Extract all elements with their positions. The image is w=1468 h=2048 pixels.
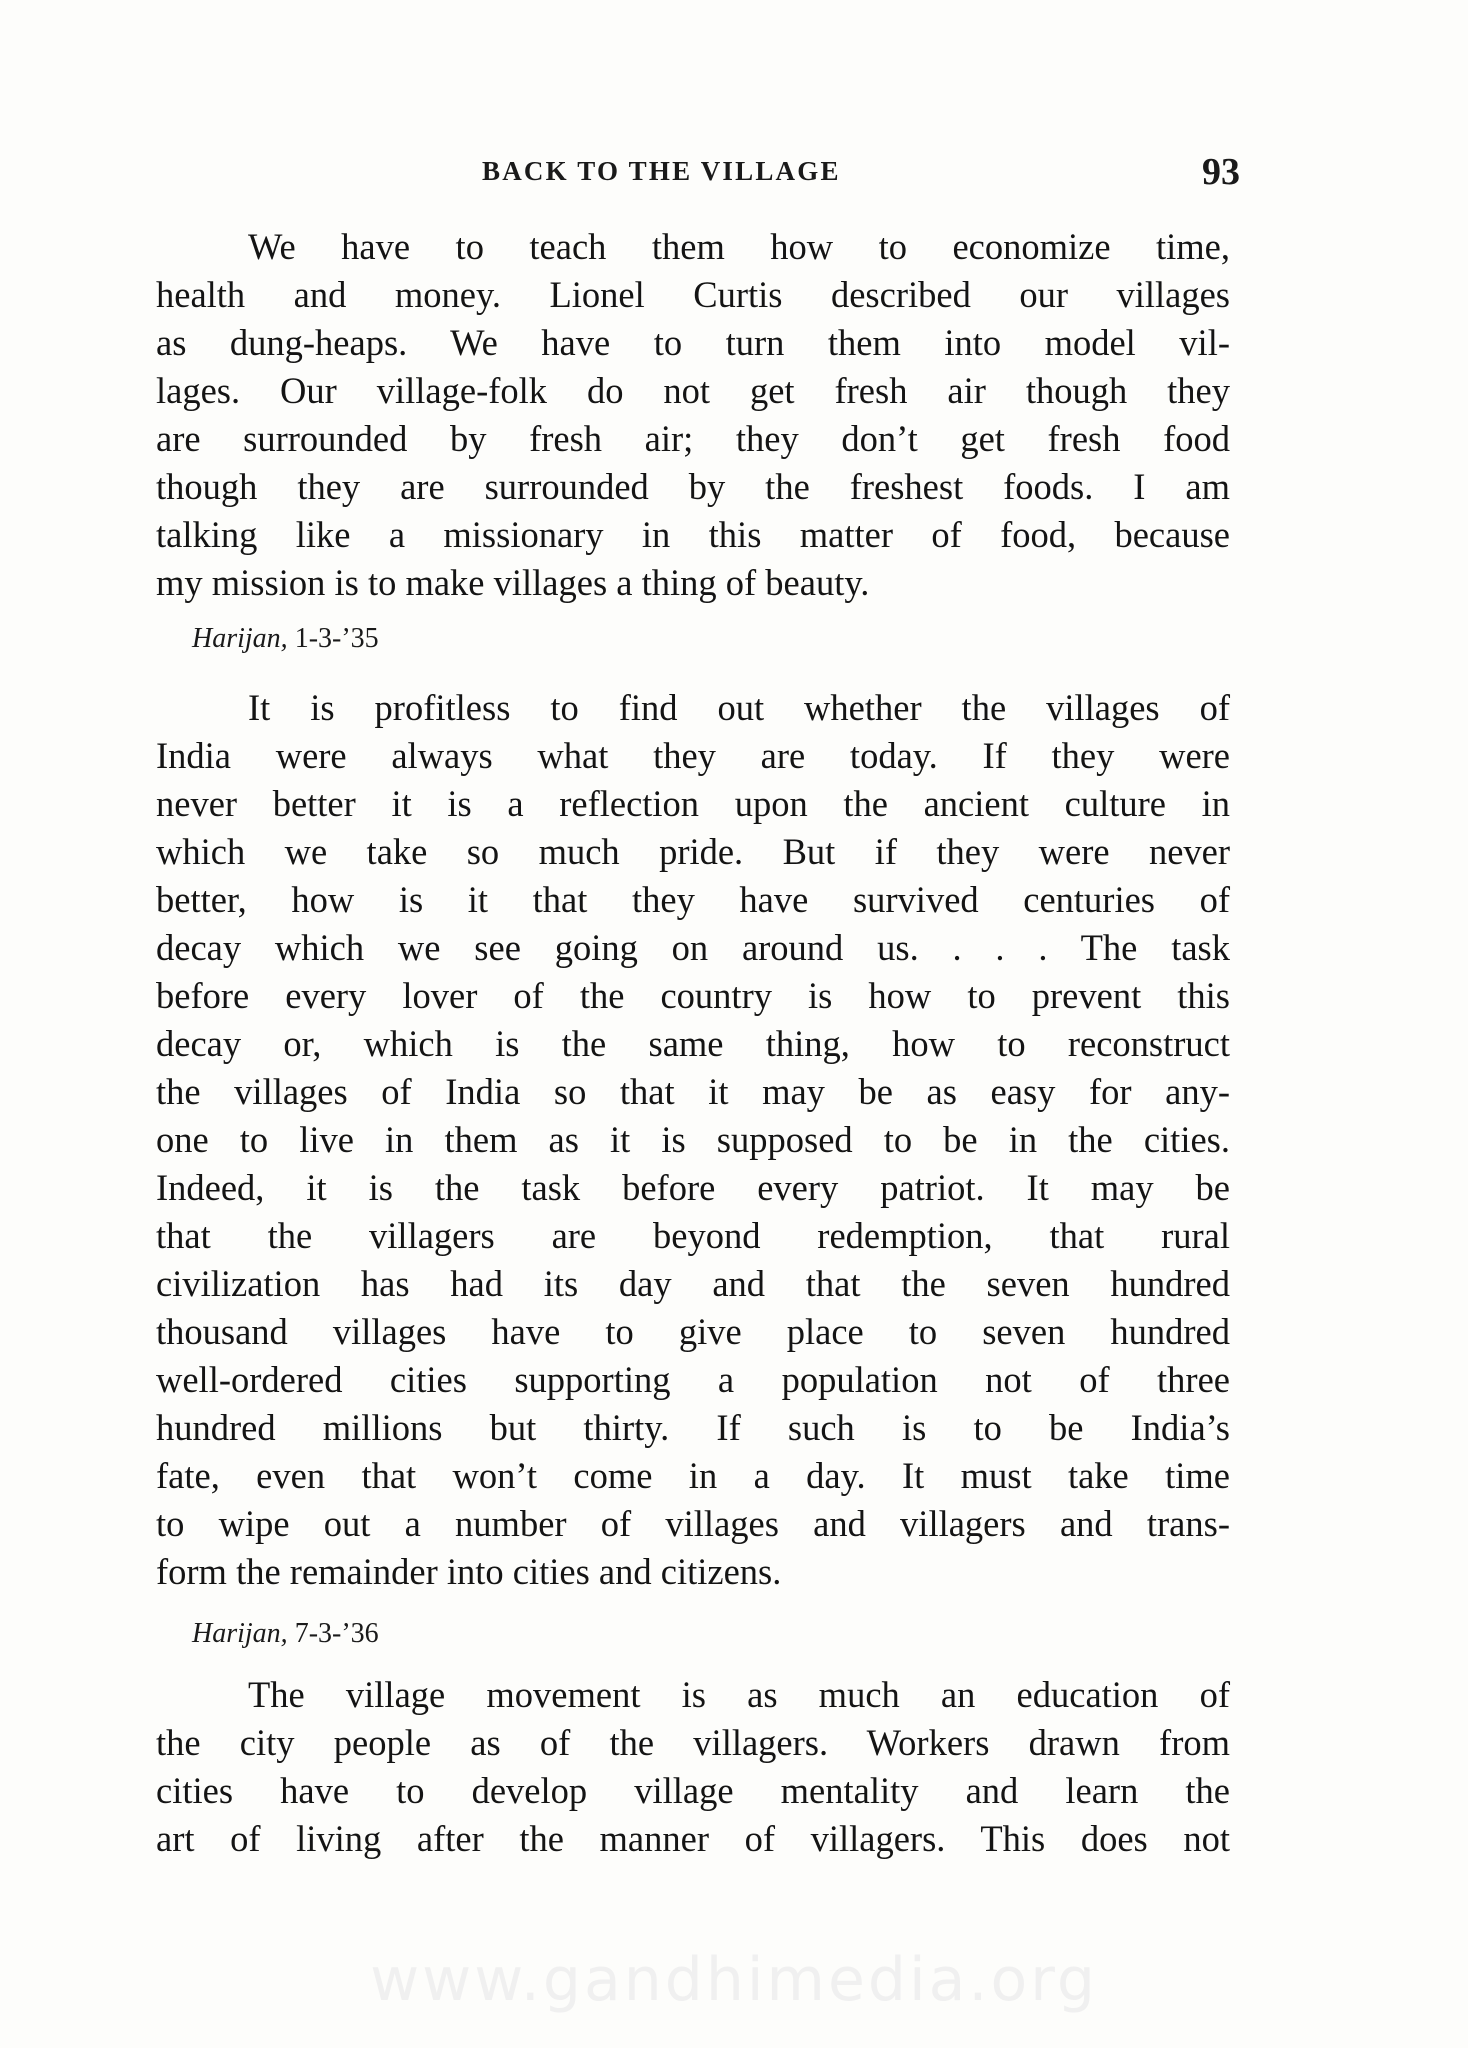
paragraph-line: lages. Our village-folk do not get fresh air though they — [156, 370, 1230, 411]
page-number: 93 — [1202, 151, 1240, 193]
paragraph-line: The village movement is as much an education of — [248, 1674, 1230, 1715]
citation — [192, 1618, 379, 1650]
paragraph-line: fate, even that won’t come in a day. It must take time — [156, 1455, 1230, 1496]
paragraph-line: the villages of India so that it may be as easy for any- — [156, 1071, 1230, 1112]
paragraph-line: to wipe out a number of villages and villagers and trans- — [156, 1503, 1230, 1544]
paragraph-line: talking like a missionary in this matter of food, because — [156, 514, 1230, 555]
paragraph-line: decay or, which is the same thing, how to reconstruct — [156, 1023, 1230, 1064]
paragraph-line: my mission is to make villages a thing of beauty. — [156, 562, 870, 603]
paragraph-line: cities have to develop village mentality and learn the — [156, 1770, 1230, 1811]
paragraph-line: civilization has had its day and that the seven hundred — [156, 1263, 1230, 1304]
paragraph-line: the city people as of the villagers. Workers drawn from — [156, 1722, 1230, 1763]
paragraph-line: form the remainder into cities and citizens. — [156, 1551, 782, 1592]
paragraph-2 — [156, 684, 1230, 1596]
paragraph-line: thousand villages have to give place to seven hundred — [156, 1311, 1230, 1352]
paragraph-line: one to live in them as it is supposed to be in the cities. — [156, 1119, 1230, 1160]
paragraph-line: never better it is a reflection upon the ancient culture in — [156, 783, 1230, 824]
paragraph-line: that the villagers are beyond redemption, that rural — [156, 1215, 1230, 1256]
citation-publication: Harijan, — [192, 1618, 288, 1649]
paragraph-line: hundred millions but thirty. If such is to be India’s — [156, 1407, 1230, 1448]
paragraph-line: health and money. Lionel Curtis described our villages — [156, 274, 1230, 315]
paragraph-line: though they are surrounded by the freshest foods. I am — [156, 466, 1230, 507]
paragraph-line: India were always what they are today. If they were — [156, 735, 1230, 776]
paragraph-line: well-ordered cities supporting a population not of three — [156, 1359, 1230, 1400]
citation-publication: Harijan, — [192, 623, 288, 654]
running-title: BACK TO THE VILLAGE — [482, 156, 841, 186]
watermark: www.gandhimedia.org — [370, 1945, 1098, 2015]
paragraph-line: before every lover of the country is how to prevent this — [156, 975, 1230, 1016]
citation-date: 7-3-’36 — [294, 1618, 379, 1649]
paragraph-line: It is profitless to find out whether the villages of — [248, 687, 1230, 728]
paragraph-1 — [156, 223, 1230, 607]
paragraph-line: We have to teach them how to economize time, — [248, 226, 1230, 267]
paragraph-line: decay which we see going on around us. . . . The task — [156, 927, 1230, 968]
paragraph-line: as dung-heaps. We have to turn them into model vil- — [156, 322, 1230, 363]
paragraph-line: are surrounded by fresh air; they don’t get fresh food — [156, 418, 1230, 459]
paragraph-line: better, how is it that they have survived centuries of — [156, 879, 1230, 920]
running-head — [0, 150, 1468, 200]
citation — [192, 623, 379, 655]
citation-date: 1-3-’35 — [294, 623, 379, 654]
paragraph-line: Indeed, it is the task before every patriot. It may be — [156, 1167, 1230, 1208]
paragraph-line: which we take so much pride. But if they were never — [156, 831, 1230, 872]
paragraph-3 — [156, 1671, 1230, 1863]
paragraph-line: art of living after the manner of villagers. This does not — [156, 1818, 1230, 1859]
